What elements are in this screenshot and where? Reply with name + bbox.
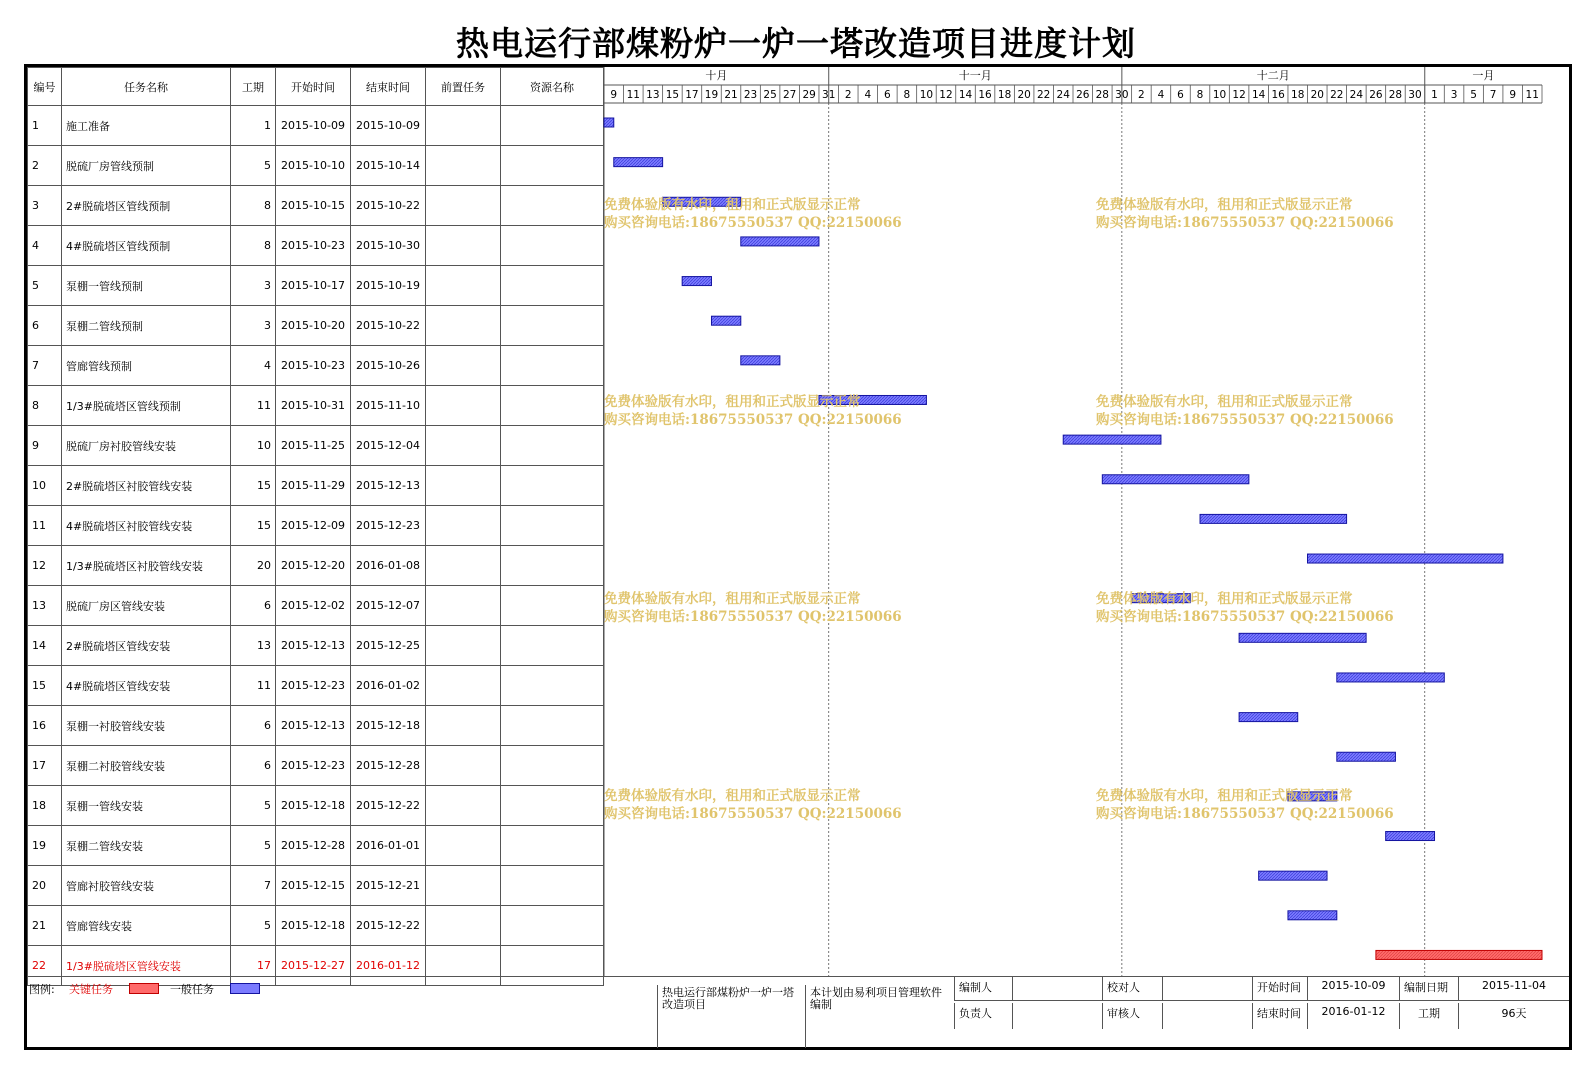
task-end: 2015-11-10	[351, 386, 426, 426]
watermark-line2: 购买咨询电话:18675550537 QQ:22150066	[604, 609, 902, 625]
footer-reviewer-value	[1162, 1003, 1252, 1029]
day-tick-label: 6	[1177, 89, 1184, 101]
footer-dur-value: 96天	[1458, 1003, 1569, 1029]
task-name: 泵棚二管线预制	[62, 306, 231, 346]
task-bar	[1200, 514, 1347, 523]
task-duration: 8	[231, 226, 276, 266]
task-id: 11	[28, 506, 62, 546]
task-id: 6	[28, 306, 62, 346]
task-duration: 3	[231, 266, 276, 306]
critical-task-bar	[1376, 950, 1542, 959]
task-end: 2015-10-30	[351, 226, 426, 266]
task-bar	[1337, 673, 1444, 682]
col-header-resource: 资源名称	[501, 68, 604, 106]
day-tick-label: 30	[1115, 89, 1129, 101]
footer-date-label: 编制日期	[1399, 977, 1458, 1001]
footer-start-label: 开始时间	[1252, 977, 1307, 1001]
task-duration: 13	[231, 626, 276, 666]
task-id: 19	[28, 826, 62, 866]
task-start: 2015-10-31	[276, 386, 351, 426]
task-end: 2015-12-18	[351, 706, 426, 746]
task-bar	[1239, 633, 1366, 642]
task-end: 2015-10-09	[351, 106, 426, 146]
task-name: 泵棚二衬胶管线安装	[62, 746, 231, 786]
day-tick-label: 18	[997, 89, 1012, 101]
task-start: 2015-12-09	[276, 506, 351, 546]
task-bar	[682, 277, 711, 286]
task-name: 2#脱硫塔区管线预制	[62, 186, 231, 226]
task-duration: 11	[231, 386, 276, 426]
day-tick-label: 8	[1196, 89, 1204, 101]
watermark-line2: 购买咨询电话:18675550537 QQ:22150066	[1096, 412, 1394, 428]
task-id: 8	[28, 386, 62, 426]
footer-checker-label: 校对人	[1102, 977, 1162, 1001]
task-start: 2015-10-23	[276, 346, 351, 386]
month-label: 十二月	[1256, 69, 1290, 82]
day-tick-label: 14	[958, 89, 973, 101]
footer-start-value: 2015-10-09	[1307, 977, 1399, 1001]
task-name: 施工准备	[62, 106, 231, 146]
task-id: 4	[28, 226, 62, 266]
task-bar	[741, 237, 819, 246]
day-tick-label: 29	[802, 89, 816, 101]
watermark-line1: 免费体验版有水印，租用和正式版显示正常	[1096, 591, 1353, 607]
task-end: 2015-12-21	[351, 866, 426, 906]
footer-checker-value	[1162, 977, 1252, 1001]
task-duration: 17	[231, 946, 276, 986]
day-tick-label: 16	[1271, 89, 1285, 101]
day-tick-label: 5	[1470, 89, 1477, 101]
footer-editor-label: 编制人	[954, 977, 1012, 1001]
day-tick-label: 8	[903, 89, 911, 101]
day-tick-label: 10	[1212, 89, 1227, 101]
task-end: 2016-01-08	[351, 546, 426, 586]
task-name: 脱硫厂房管线预制	[62, 146, 231, 186]
month-label: 十月	[705, 69, 728, 82]
task-end: 2016-01-01	[351, 826, 426, 866]
task-duration: 6	[231, 586, 276, 626]
day-tick-label: 26	[1369, 89, 1383, 101]
task-duration: 15	[231, 506, 276, 546]
task-start: 2015-10-23	[276, 226, 351, 266]
task-start: 2015-12-28	[276, 826, 351, 866]
task-start: 2015-11-29	[276, 466, 351, 506]
task-start: 2015-10-15	[276, 186, 351, 226]
task-id: 17	[28, 746, 62, 786]
watermark-line1: 免费体验版有水印，租用和正式版显示正常	[604, 197, 861, 213]
task-end: 2015-12-04	[351, 426, 426, 466]
watermark-line2: 购买咨询电话:18675550537 QQ:22150066	[1096, 609, 1394, 625]
day-tick-label: 30	[1408, 89, 1422, 101]
task-duration: 4	[231, 346, 276, 386]
task-name: 管廊管线预制	[62, 346, 231, 386]
day-tick-label: 11	[626, 89, 640, 101]
task-id: 21	[28, 906, 62, 946]
task-duration: 5	[231, 786, 276, 826]
task-end: 2015-12-07	[351, 586, 426, 626]
task-start: 2015-10-09	[276, 106, 351, 146]
day-tick-label: 2	[844, 89, 852, 101]
task-start: 2015-12-18	[276, 786, 351, 826]
task-id: 14	[28, 626, 62, 666]
watermark-line2: 购买咨询电话:18675550537 QQ:22150066	[1096, 215, 1394, 231]
task-end: 2015-12-23	[351, 506, 426, 546]
day-tick-label: 12	[1232, 89, 1246, 101]
task-duration: 1	[231, 106, 276, 146]
task-id: 10	[28, 466, 62, 506]
task-id: 9	[28, 426, 62, 466]
task-bar	[1239, 713, 1298, 722]
task-duration: 11	[231, 666, 276, 706]
col-header-start: 开始时间	[276, 68, 351, 106]
day-tick-label: 9	[610, 89, 618, 101]
task-name: 2#脱硫塔区衬胶管线安装	[62, 466, 231, 506]
task-name: 管廊管线安装	[62, 906, 231, 946]
watermark-line1: 免费体验版有水印，租用和正式版显示正常	[604, 591, 861, 607]
task-bar	[663, 197, 741, 206]
task-bar	[711, 316, 740, 325]
task-id: 22	[28, 946, 62, 986]
task-end: 2015-12-28	[351, 746, 426, 786]
task-name: 泵棚一管线预制	[62, 266, 231, 306]
watermark-line2: 购买咨询电话:18675550537 QQ:22150066	[604, 806, 902, 822]
task-name: 4#脱硫塔区管线预制	[62, 226, 231, 266]
task-name: 4#脱硫塔区衬胶管线安装	[62, 506, 231, 546]
day-tick-label: 10	[919, 89, 934, 101]
task-start: 2015-12-02	[276, 586, 351, 626]
day-tick-label: 18	[1291, 89, 1305, 101]
watermark-line2: 购买咨询电话:18675550537 QQ:22150066	[604, 412, 902, 428]
task-duration: 8	[231, 186, 276, 226]
day-tick-label: 17	[685, 89, 699, 101]
footer-owner-value	[1012, 1003, 1102, 1029]
task-name: 泵棚一管线安装	[62, 786, 231, 826]
footer-owner-label: 负责人	[954, 1003, 1012, 1029]
task-name: 4#脱硫塔区管线安装	[62, 666, 231, 706]
legend-normal-label: 一般任务	[170, 983, 214, 996]
task-start: 2015-12-18	[276, 906, 351, 946]
task-end: 2015-10-14	[351, 146, 426, 186]
watermark-line1: 免费体验版有水印，租用和正式版显示正常	[1096, 394, 1353, 410]
task-bar	[819, 395, 926, 404]
task-end: 2015-10-26	[351, 346, 426, 386]
task-end: 2015-12-22	[351, 786, 426, 826]
task-bar	[1337, 752, 1396, 761]
task-name: 管廊衬胶管线安装	[62, 866, 231, 906]
day-tick-label: 25	[763, 89, 777, 101]
task-end: 2015-12-13	[351, 466, 426, 506]
legend-critical-label: 关键任务	[69, 983, 113, 996]
legend-critical-swatch	[129, 983, 159, 994]
day-tick-label: 26	[1076, 89, 1090, 101]
task-end: 2016-01-12	[351, 946, 426, 986]
footer-date-value: 2015-11-04	[1458, 977, 1569, 1001]
day-tick-label: 20	[1017, 89, 1031, 101]
task-id: 1	[28, 106, 62, 146]
task-duration: 3	[231, 306, 276, 346]
day-tick-label: 20	[1310, 89, 1324, 101]
task-end: 2016-01-02	[351, 666, 426, 706]
day-tick-label: 4	[864, 89, 872, 101]
footer-project: 热电运行部煤粉炉一炉一塔改造项目	[657, 985, 805, 1048]
task-start: 2015-12-13	[276, 626, 351, 666]
footer-end-label: 结束时间	[1252, 1003, 1307, 1029]
task-start: 2015-12-23	[276, 666, 351, 706]
legend-normal-swatch	[230, 983, 260, 994]
task-name: 1/3#脱硫塔区管线预制	[62, 386, 231, 426]
day-tick-label: 9	[1509, 89, 1517, 101]
task-bar	[1288, 911, 1337, 920]
day-tick-label: 14	[1251, 89, 1266, 101]
task-name: 脱硫厂房区管线安装	[62, 586, 231, 626]
task-name: 2#脱硫塔区管线安装	[62, 626, 231, 666]
task-duration: 5	[231, 146, 276, 186]
task-end: 2015-12-22	[351, 906, 426, 946]
day-tick-label: 22	[1037, 89, 1051, 101]
task-bar	[1308, 554, 1503, 563]
day-tick-label: 11	[1525, 89, 1539, 101]
task-start: 2015-12-23	[276, 746, 351, 786]
task-bar	[1288, 792, 1337, 801]
task-id: 2	[28, 146, 62, 186]
day-tick-label: 28	[1388, 89, 1403, 101]
col-header-id: 编号	[28, 68, 62, 106]
day-tick-label: 28	[1095, 89, 1109, 101]
task-start: 2015-12-13	[276, 706, 351, 746]
task-bar	[604, 118, 614, 127]
day-tick-label: 31	[822, 89, 836, 101]
task-bar	[1132, 594, 1191, 603]
task-end: 2015-10-22	[351, 306, 426, 346]
task-name: 1/3#脱硫塔区衬胶管线安装	[62, 546, 231, 586]
month-label: 十一月	[958, 69, 992, 82]
day-tick-label: 1	[1431, 89, 1438, 101]
day-tick-label: 3	[1450, 89, 1458, 101]
day-tick-label: 24	[1349, 89, 1364, 101]
task-duration: 5	[231, 826, 276, 866]
day-tick-label: 7	[1489, 89, 1497, 101]
task-id: 18	[28, 786, 62, 826]
task-bar	[614, 158, 663, 167]
task-start: 2015-10-17	[276, 266, 351, 306]
task-id: 16	[28, 706, 62, 746]
task-start: 2015-12-27	[276, 946, 351, 986]
footer-dur-label: 工期	[1399, 1003, 1458, 1029]
col-header-predecessor: 前置任务	[426, 68, 501, 106]
day-tick-label: 16	[978, 89, 992, 101]
task-duration: 5	[231, 906, 276, 946]
task-id: 15	[28, 666, 62, 706]
day-tick-label: 15	[665, 89, 680, 101]
task-bar	[1386, 832, 1435, 841]
day-tick-label: 12	[939, 89, 953, 101]
task-start: 2015-12-15	[276, 866, 351, 906]
watermark-line1: 免费体验版有水印，租用和正式版显示正常	[604, 394, 861, 410]
task-end: 2015-10-22	[351, 186, 426, 226]
footer	[27, 976, 1569, 1048]
footer-end-value: 2016-01-12	[1307, 1003, 1399, 1029]
task-bar	[1259, 871, 1327, 880]
task-duration: 15	[231, 466, 276, 506]
task-id: 3	[28, 186, 62, 226]
day-tick-label: 2	[1138, 89, 1145, 101]
legend-label: 图例:	[29, 983, 55, 996]
task-name: 1/3#脱硫塔区管线安装	[62, 946, 231, 986]
page-title: 热电运行部煤粉炉一炉一塔改造项目进度计划	[456, 24, 1136, 63]
task-start: 2015-10-10	[276, 146, 351, 186]
day-tick-label: 4	[1157, 89, 1165, 101]
task-bar	[1102, 475, 1249, 484]
day-tick-label: 22	[1330, 89, 1344, 101]
footer-note: 本计划由易利项目管理软件编制	[805, 985, 954, 1048]
task-name: 泵棚二管线安装	[62, 826, 231, 866]
task-end: 2015-12-25	[351, 626, 426, 666]
day-tick-label: 24	[1056, 89, 1070, 101]
task-duration: 10	[231, 426, 276, 466]
footer-reviewer-label: 审核人	[1102, 1003, 1162, 1029]
month-label: 一月	[1472, 69, 1495, 82]
task-id: 12	[28, 546, 62, 586]
col-header-name: 任务名称	[62, 68, 231, 106]
task-name: 泵棚一衬胶管线安装	[62, 706, 231, 746]
day-tick-label: 23	[743, 89, 758, 101]
task-bar	[1063, 435, 1161, 444]
task-duration: 6	[231, 706, 276, 746]
task-duration: 6	[231, 746, 276, 786]
task-id: 5	[28, 266, 62, 306]
watermark-line2: 购买咨询电话:18675550537 QQ:22150066	[604, 215, 902, 231]
day-tick-label: 21	[724, 89, 738, 101]
watermark-line1: 免费体验版有水印，租用和正式版显示正常	[604, 788, 861, 804]
watermark-line1: 免费体验版有水印，租用和正式版显示正常	[1096, 197, 1353, 213]
task-start: 2015-12-20	[276, 546, 351, 586]
col-header-end: 结束时间	[351, 68, 426, 106]
day-tick-label: 19	[704, 89, 719, 101]
task-duration: 7	[231, 866, 276, 906]
task-name: 脱硫厂房衬胶管线安装	[62, 426, 231, 466]
task-id: 7	[28, 346, 62, 386]
task-bar	[741, 356, 780, 365]
task-duration: 20	[231, 546, 276, 586]
task-id: 20	[28, 866, 62, 906]
task-start: 2015-10-20	[276, 306, 351, 346]
footer-editor-value	[1012, 977, 1102, 1001]
task-end: 2015-10-19	[351, 266, 426, 306]
task-id: 13	[28, 586, 62, 626]
day-tick-label: 27	[782, 89, 797, 101]
watermark-line2: 购买咨询电话:18675550537 QQ:22150066	[1096, 806, 1394, 822]
col-header-duration: 工期	[231, 68, 276, 106]
day-tick-label: 6	[884, 89, 891, 101]
task-start: 2015-11-25	[276, 426, 351, 466]
day-tick-label: 13	[646, 89, 660, 101]
watermark-line1: 免费体验版有水印，租用和正式版显示正常	[1096, 788, 1353, 804]
